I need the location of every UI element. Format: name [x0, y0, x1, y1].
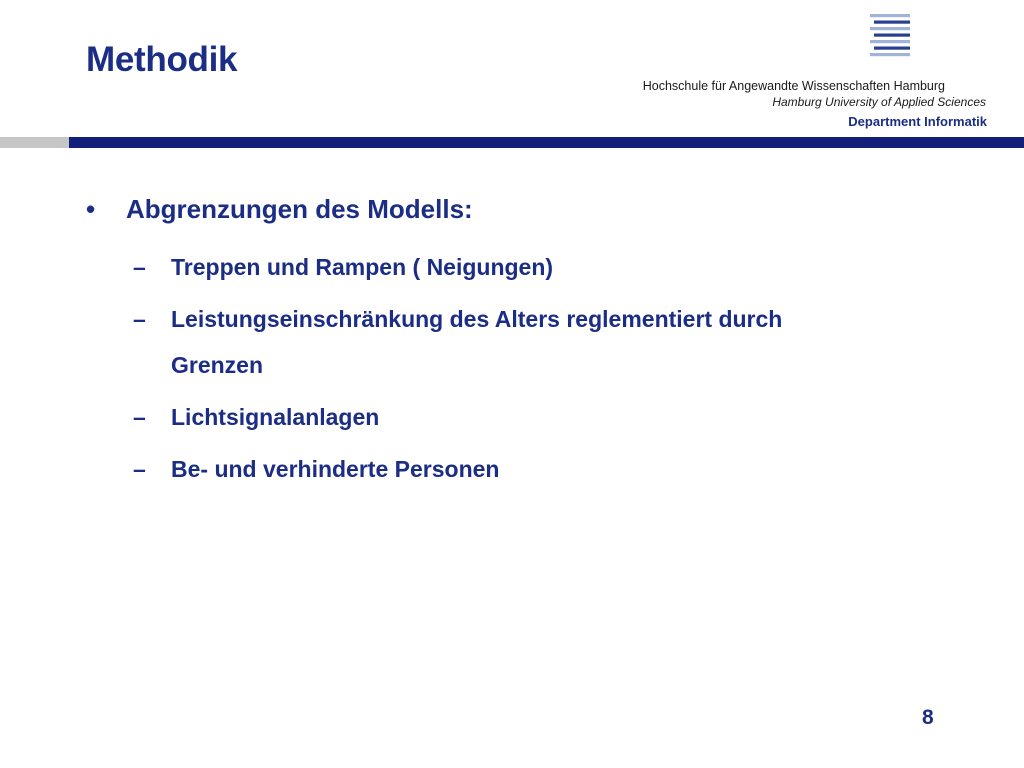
header-divider-blue: [69, 137, 1024, 148]
dash-marker: –: [133, 254, 146, 280]
list-item: [133, 446, 893, 492]
bullet-marker: •: [86, 194, 96, 224]
department-label: Department Informatik: [848, 114, 987, 129]
dash-marker: –: [133, 306, 146, 332]
list-item: [133, 296, 893, 388]
page-number: 8: [922, 706, 934, 729]
haw-hamburg-logo-icon: [868, 14, 914, 60]
list-item-text: Be- und verhinderte Personen: [171, 456, 500, 482]
list-item-text: Treppen und Rampen ( Neigungen): [171, 254, 554, 280]
list-item-text: Leistungseinschränkung des Alters reglementiert durch Grenzen: [171, 306, 783, 378]
sub-bullet-list: [133, 244, 893, 498]
institution-name-german: Hochschule für Angewandte Wissenschaften Hamburg: [642, 79, 945, 93]
list-item: [133, 394, 893, 440]
list-item: [133, 244, 893, 290]
dash-marker: –: [133, 404, 146, 430]
slide-title: Methodik: [86, 40, 238, 79]
bullet-heading: Abgrenzungen des Modells:: [126, 194, 473, 224]
institution-name-english: Hamburg University of Applied Sciences: [772, 95, 986, 109]
header-divider-grey: [0, 137, 69, 148]
list-item-text: Lichtsignalanlagen: [171, 404, 380, 430]
main-bullet: [86, 192, 473, 226]
dash-marker: –: [133, 456, 146, 482]
